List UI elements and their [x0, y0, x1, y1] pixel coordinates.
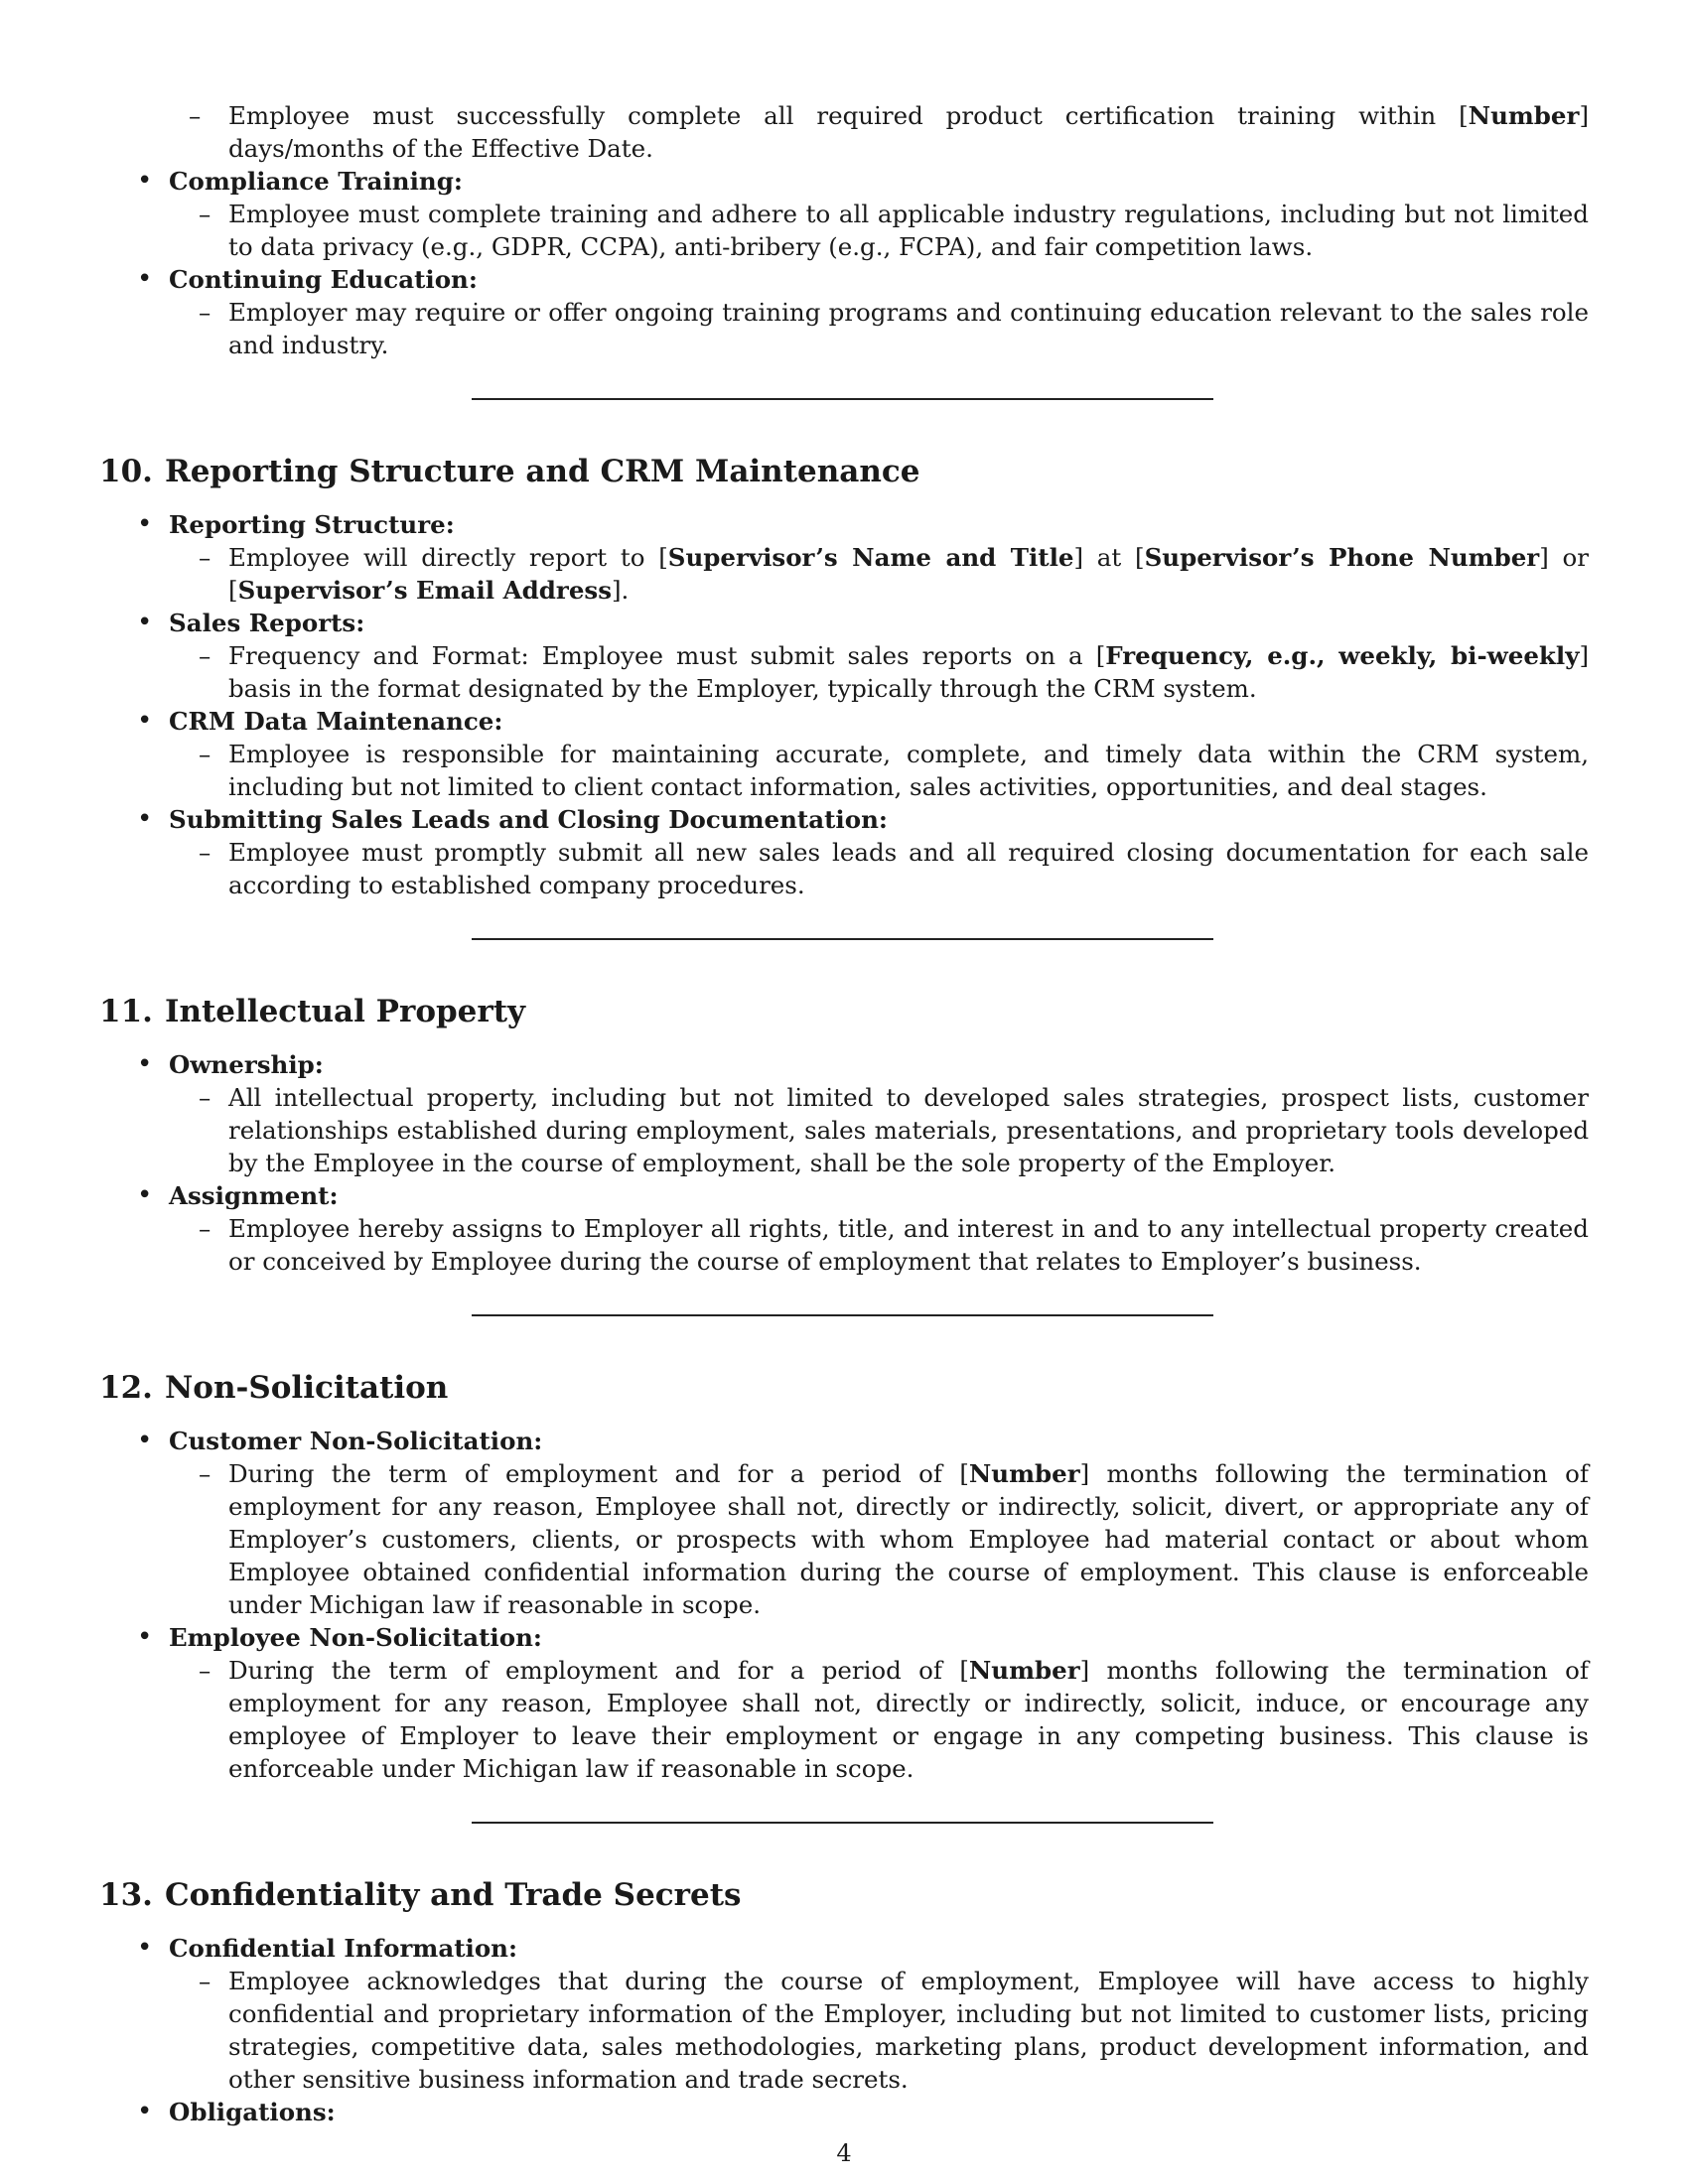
section-heading [99, 1875, 1589, 1915]
sub-clause [169, 639, 1589, 705]
sub-clause [169, 198, 1589, 263]
bullet-label: • Ownership: [169, 1050, 324, 1079]
bullet-label: • Compliance Training: [169, 167, 463, 196]
section-12 [99, 1368, 1589, 1785]
clause-text: Employee acknowledges that during the course of employment, Employee will have access to highly confidential and proprietary information of the Employer, including but not limited to customer lists, pricing strategies, competitive data, sales methodologies, marketing plans, product development information, and other sensitive business information and trade secrets. [228, 1967, 1589, 2094]
bullet-item [99, 165, 1589, 263]
section-heading [99, 1368, 1589, 1408]
placeholder-field: Number [1468, 101, 1580, 130]
clause-text: Employee will directly report to [ [228, 543, 668, 572]
placeholder-field: Supervisor’s Phone Number [1144, 543, 1540, 572]
page-number: 4 [836, 2139, 852, 2167]
bullet-label: • Continuing Education: [169, 265, 478, 294]
clause-text: ] days/months of the Effective Date. [228, 101, 1589, 163]
placeholder-field: Number [968, 1459, 1080, 1488]
clause-text: ]. [612, 576, 630, 605]
intro-continuation [99, 99, 1589, 361]
bullet-item [99, 263, 1589, 361]
bullet-label: • Assignment: [169, 1181, 339, 1210]
section-number: 11. [99, 994, 153, 1029]
bullet-item [99, 1179, 1589, 1278]
bullet-label: • Employee Non-Solicitation: [169, 1623, 542, 1652]
section-heading [99, 992, 1589, 1031]
clause-text: During the term of employment and for a period of [ [228, 1656, 969, 1685]
bullet-label: • Confidential Information: [169, 1934, 518, 1963]
clause-text: Frequency and Format: Employee must submit sales reports on a [ [228, 641, 1106, 670]
bullet-label: • CRM Data Maintenance: [169, 707, 503, 736]
clause-text: ] months following the termination of employment for any reason, Employee shall not, directly or indirectly, solicit, induce, or encourage any employee of Employer to leave their employment or engage in any competing business. This clause is enforceable under Michigan law if reasonable in scope. [228, 1656, 1589, 1783]
bullet-item [99, 508, 1589, 607]
clause-text: All intellectual property, including but not limited to developed sales strategies, prospect lists, customer relationships established during employment, sales materials, presentations, and proprietary tools developed by the Employee in the course of employment, shall be the sole property of the Employer. [228, 1083, 1589, 1177]
section-10 [99, 452, 1589, 901]
clause-text: ] or [ [228, 543, 1589, 605]
section-number: 13. [99, 1877, 153, 1913]
clause-text: Employee hereby assigns to Employer all rights, title, and interest in and to any intellectual property created or conceived by Employee during the course of employment that relates to Employer’s business. [228, 1214, 1589, 1276]
clause-text: Employee is responsible for maintaining accurate, complete, and timely data within the CRM system, including but not limited to client contact information, sales activities, opportunities, and deal stages. [228, 740, 1589, 801]
bullet-label: • Reporting Structure: [169, 510, 455, 539]
sub-clause [169, 836, 1589, 901]
placeholder-field: Frequency, e.g., weekly, bi-weekly [1105, 641, 1580, 670]
section-title: Reporting Structure and CRM Maintenance [164, 454, 920, 489]
placeholder-field: Supervisor’s Email Address [237, 576, 612, 605]
clause-text: Employee must successfully complete all required product certification training within [ [228, 101, 1469, 130]
bullet-label: • Sales Reports: [169, 609, 365, 637]
clause-text: ] at [ [1073, 543, 1145, 572]
bullet-item [99, 1425, 1589, 1621]
placeholder-field: Supervisor’s Name and Title [667, 543, 1074, 572]
bullet-item [99, 2096, 1589, 2128]
clause-text: ] months following the termination of employment for any reason, Employee shall not, directly or indirectly, solicit, divert, or appropriate any of Employer’s customers, clients, or prospects with whom Employee had material contact or about whom Employee obtained confidential information during the course of employment. This clause is enforceable under Michigan law if reasonable in scope. [228, 1459, 1589, 1619]
clause-text: ] basis in the format designated by the Employer, typically through the CRM system. [228, 641, 1589, 703]
bullet-item [99, 1932, 1589, 2096]
clause-text: During the term of employment and for a period of [ [228, 1459, 969, 1488]
bullet-label: • Obligations: [169, 2098, 336, 2126]
section-13 [99, 1875, 1589, 2128]
bullet-item [99, 1048, 1589, 1179]
bullet-item [99, 705, 1589, 803]
sub-clause [99, 99, 1589, 165]
section-11 [99, 992, 1589, 1278]
bullet-label: • Submitting Sales Leads and Closing Documentation: [169, 805, 888, 834]
sub-clause [169, 541, 1589, 607]
bullet-item [99, 1621, 1589, 1785]
clause-text: Employee must promptly submit all new sales leads and all required closing documentation for each sale according to established company procedures. [228, 838, 1589, 899]
sub-clause [169, 1212, 1589, 1278]
section-heading [99, 452, 1589, 491]
bullet-item [99, 607, 1589, 705]
bullet-label: • Customer Non-Solicitation: [169, 1427, 543, 1455]
placeholder-field: Number [968, 1656, 1080, 1685]
page-content [99, 99, 1589, 2128]
section-title: Confidentiality and Trade Secrets [164, 1877, 742, 1913]
sub-clause [169, 1654, 1589, 1785]
clause-text: Employee must complete training and adhere to all applicable industry regulations, including but not limited to data privacy (e.g., GDPR, CCPA), anti-bribery (e.g., FCPA), and fair competition laws. [228, 200, 1589, 261]
sub-clause [169, 296, 1589, 361]
sub-clause [169, 1457, 1589, 1621]
section-title: Non-Solicitation [164, 1370, 449, 1406]
clause-text: Employer may require or offer ongoing training programs and continuing education relevant to the sales role and industry. [228, 298, 1589, 359]
section-number: 12. [99, 1370, 153, 1406]
section-title: Intellectual Property [164, 994, 526, 1029]
sub-clause [169, 738, 1589, 803]
sub-clause [169, 1965, 1589, 2096]
bullet-item [99, 803, 1589, 901]
sub-clause [169, 1081, 1589, 1179]
section-number: 10. [99, 454, 153, 489]
